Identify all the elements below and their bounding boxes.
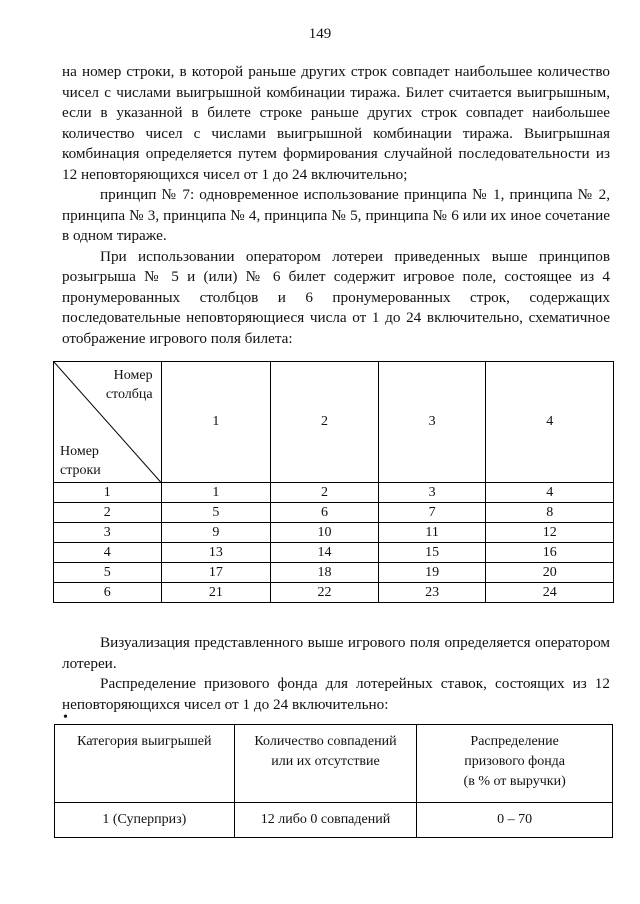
header-distribution <box>417 725 613 803</box>
table-cell: 2 <box>271 483 379 503</box>
header-matches <box>234 725 417 803</box>
table-cell: 9 <box>161 523 271 543</box>
table-cell: 1 (Суперприз) <box>55 803 235 838</box>
column-header: 4 <box>486 362 614 483</box>
table-cell: 24 <box>486 583 614 603</box>
table-cell: 17 <box>161 563 271 583</box>
table-cell: 10 <box>271 523 379 543</box>
table-cell: 14 <box>271 543 379 563</box>
body-text-top <box>62 62 610 349</box>
table-cell: 1 <box>161 483 271 503</box>
table-row <box>55 803 613 838</box>
header-line: (в % от выручки) <box>463 774 566 789</box>
table-row <box>54 583 614 603</box>
label-line: строки <box>60 463 101 478</box>
table-row <box>54 523 614 543</box>
table-cell: 22 <box>271 583 379 603</box>
table-cell: 20 <box>486 563 614 583</box>
row-label: 6 <box>54 583 162 603</box>
table-cell: 13 <box>161 543 271 563</box>
table-cell: 8 <box>486 503 614 523</box>
table-cell: 12 <box>486 523 614 543</box>
table-cell: 19 <box>378 563 486 583</box>
table-cell: 15 <box>378 543 486 563</box>
table-header-row <box>54 362 614 483</box>
table-cell: 18 <box>271 563 379 583</box>
table-cell: 11 <box>378 523 486 543</box>
body-text-bottom <box>62 633 610 715</box>
paragraph: на номер строки, в которой раньше других строк совпадет наибольшее количество чисел с числами выигрышной комбинации тиража. Билет считается выигрышным, если в указанной в билете строке раньше других строк совпадет наибольшее количество чисел с числами выигрышной комбинации тиража. Выигрышная комбинация определяется путем формирования случайной последовательности из 12 неповторяющихся чисел от 1 до 24 включительно; <box>62 63 610 183</box>
label-line: Номер <box>60 444 99 459</box>
row-label: 5 <box>54 563 162 583</box>
table-cell: 5 <box>161 503 271 523</box>
table-cell: 3 <box>378 483 486 503</box>
table-row <box>54 563 614 583</box>
prize-distribution-table <box>54 724 613 838</box>
corner-header-cell <box>54 362 162 483</box>
column-header: 2 <box>271 362 379 483</box>
paragraph: Визуализация представленного выше игрового поля определяется оператором лотереи. <box>62 634 610 672</box>
row-label: 3 <box>54 523 162 543</box>
table-cell: 16 <box>486 543 614 563</box>
header-line: Распределение <box>470 734 559 749</box>
table-header-row <box>55 725 613 803</box>
row-label: 2 <box>54 503 162 523</box>
table-row <box>54 543 614 563</box>
paragraph: Распределение призового фонда для лотерейных ставок, состоящих из 12 неповторяющихся чисел от 1 до 24 включительно: <box>62 675 610 713</box>
header-line: Категория выигрышей <box>77 734 212 749</box>
column-header: 3 <box>378 362 486 483</box>
table-row <box>54 503 614 523</box>
header-line: или их отсутствие <box>271 754 380 769</box>
table-cell: 6 <box>271 503 379 523</box>
label-line: Номер <box>113 368 153 383</box>
row-number-label <box>60 442 101 480</box>
paragraph: При использовании оператором лотереи приведенных выше принципов розыгрыша № 5 и (или) № 6 билет содержит игровое поле, состоящее из 4 пронумерованных столбцов и 6 пронумерованных строк, содержащих последовательные неповторяющиеся числа от 1 до 24 включительно, схематичное отображение игрового поля билета: <box>62 247 610 347</box>
table-cell: 7 <box>378 503 486 523</box>
column-header: 1 <box>161 362 271 483</box>
table-cell: 12 либо 0 совпадений <box>234 803 417 838</box>
table-cell: 4 <box>486 483 614 503</box>
table-cell: 21 <box>161 583 271 603</box>
header-category <box>55 725 235 803</box>
row-label: 4 <box>54 543 162 563</box>
table-row <box>54 483 614 503</box>
paragraph: принцип № 7: одновременное использование принципа № 1, принципа № 2, принципа № 3, принципа № 4, принципа № 5, принципа № 6 или их иное сочетание в одном тираже. <box>62 186 610 244</box>
table-cell: 0 – 70 <box>417 803 613 838</box>
header-line: Количество совпадений <box>254 734 397 749</box>
table-cell: 23 <box>378 583 486 603</box>
column-number-label <box>106 366 153 404</box>
game-field-table <box>53 361 614 603</box>
header-line: призового фонда <box>464 754 566 769</box>
row-label: 1 <box>54 483 162 503</box>
page-number: 149 <box>308 26 332 42</box>
bullet-mark: • <box>63 710 68 725</box>
label-line: столбца <box>105 387 153 402</box>
